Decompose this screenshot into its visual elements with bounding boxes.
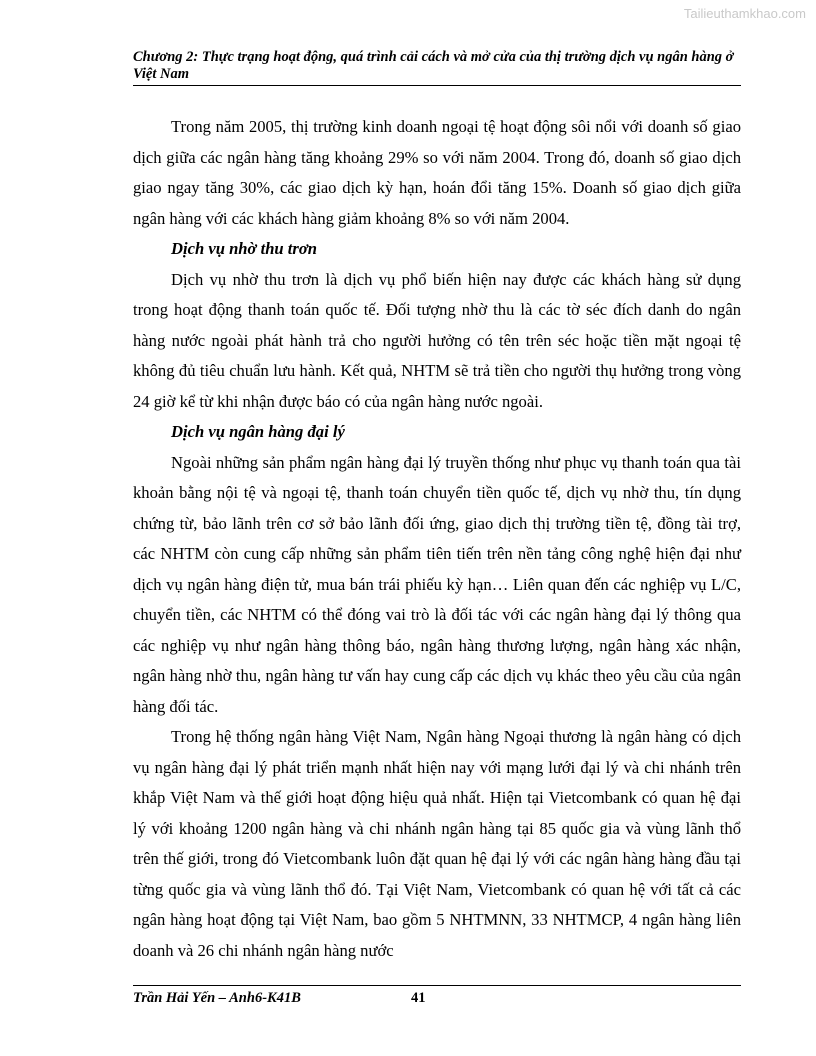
chapter-header: Chương 2: Thực trạng hoạt động, quá trình cải cách và mở cửa của thị trường dịch vụ ngân hàng ở Việt Nam xyxy=(133,49,734,82)
footer-divider xyxy=(133,985,741,986)
paragraph: Trong năm 2005, thị trường kinh doanh ngoại tệ hoạt động sôi nổi với doanh số giao dịch giữa các ngân hàng tăng khoảng 29% so với năm 2004. Trong đó, doanh số giao dịch giao ngay tăng 30%, các giao dịch kỳ hạn, hoán đổi tăng 15%. Doanh số giao dịch giữa ngân hàng với các khách hàng giảm khoảng 8% so với năm 2004. xyxy=(133,117,741,228)
section-heading: Dịch vụ nhờ thu trơn xyxy=(171,239,318,258)
header-divider xyxy=(133,85,741,86)
footer-author: Trần Hải Yến – Anh6-K41B xyxy=(133,990,301,1006)
paragraph: Ngoài những sản phẩm ngân hàng đại lý truyền thống như phục vụ thanh toán qua tài khoản bằng nội tệ và ngoại tệ, thanh toán chuyển tiền quốc tế, dịch vụ nhờ thu, tín dụng chứng từ, bảo lãnh trên cơ sở bảo lãnh đối ứng, giao dịch thị trường tiền tệ, đồng tài trợ, các NHTM còn cung cấp những sản phẩm tiên tiến trên nền tảng công nghệ hiện đại như dịch vụ ngân hàng điện tử, mua bán trái phiếu kỳ hạn… Liên quan đến các nghiệp vụ L/C, chuyển tiền, các NHTM có thể đóng vai trò là đối tác với các ngân hàng đại lý thông qua các nghiệp vụ như ngân hàng thông báo, ngân hàng thương lượng, ngân hàng xác nhận, ngân hàng nhờ thu, ngân hàng tư vấn hay cung cấp các dịch vụ khác theo yêu cầu của ngân hàng đối tác. xyxy=(133,452,741,716)
page-content xyxy=(133,112,741,966)
section-heading: Dịch vụ ngân hàng đại lý xyxy=(171,422,345,441)
page-number: 41 xyxy=(411,990,426,1006)
paragraph: Trong hệ thống ngân hàng Việt Nam, Ngân hàng Ngoại thương là ngân hàng có dịch vụ ngân hàng đại lý phát triển mạnh nhất hiện nay với mạng lưới đại lý và chi nhánh trên khắp Việt Nam và thế giới hoạt động hiệu quả nhất. Hiện tại Vietcombank có quan hệ đại lý với khoảng 1200 ngân hàng và chi nhánh ngân hàng tại 85 quốc gia và vùng lãnh thổ trên thế giới, trong đó Vietcombank luôn đặt quan hệ đại lý với các ngân hàng hàng đầu tại từng quốc gia và vùng lãnh thổ đó. Tại Việt Nam, Vietcombank có quan hệ với tất cả các ngân hàng hoạt động tại Việt Nam, bao gồm 5 NHTMNN, 33 NHTMCP, 4 ngân hàng liên doanh và 26 chi nhánh ngân hàng nước xyxy=(133,727,741,960)
paragraph: Dịch vụ nhờ thu trơn là dịch vụ phổ biến hiện nay được các khách hàng sử dụng trong hoạt động thanh toán quốc tế. Đối tượng nhờ thu là các tờ séc đích danh do ngân hàng nước ngoài phát hành trả cho người hưởng có tên trên séc hoặc tiền mặt ngoại tệ không đủ tiêu chuẩn lưu hành. Kết quả, NHTM sẽ trả tiền cho người thụ hưởng trong vòng 24 giờ kể từ khi nhận được báo có của ngân hàng nước ngoài. xyxy=(133,269,741,411)
watermark: Tailieuthamkhao.com xyxy=(683,6,806,21)
